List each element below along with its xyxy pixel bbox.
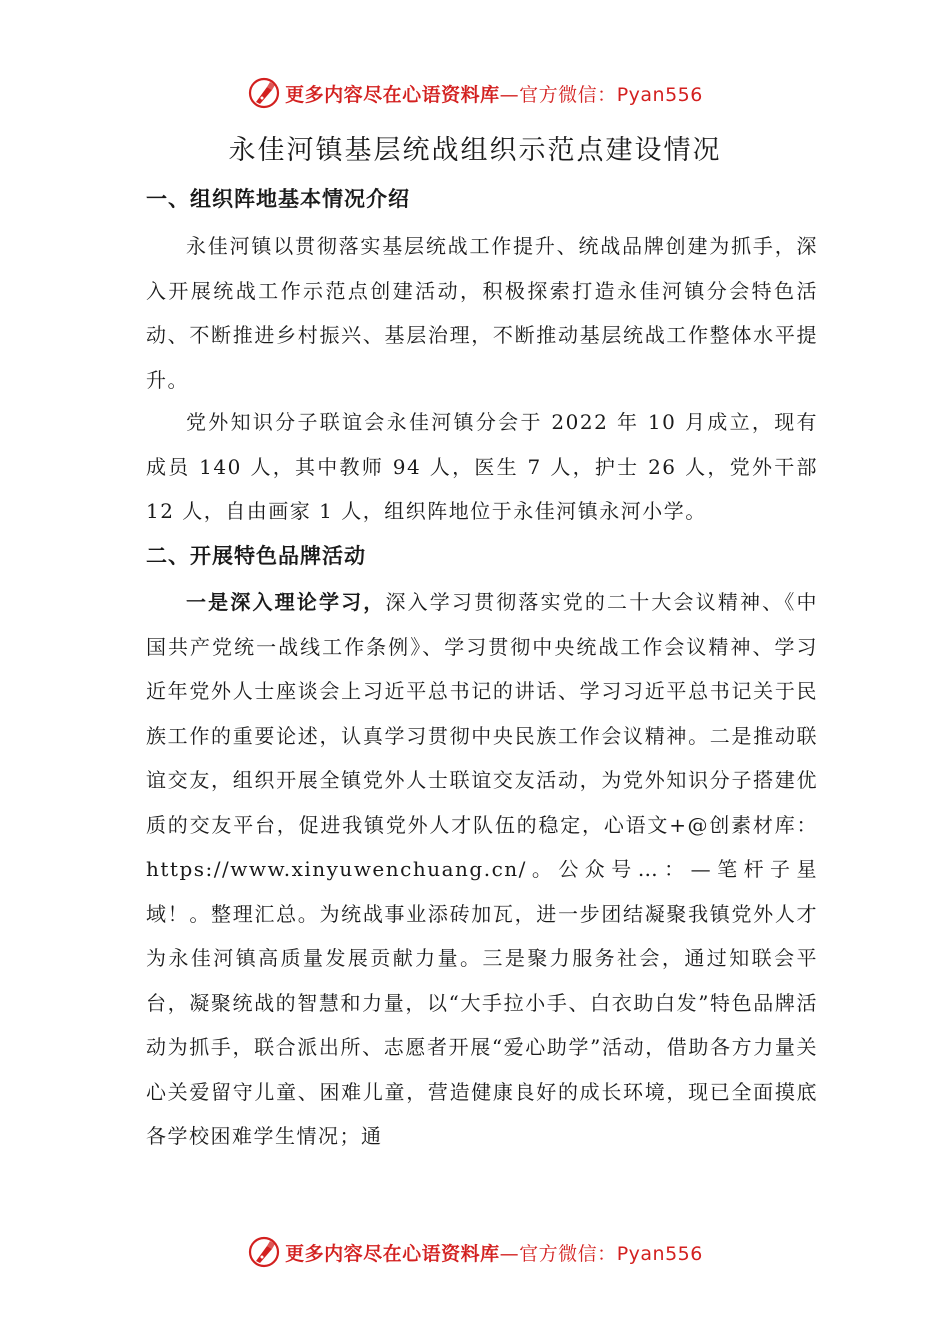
- section-heading-1: 一、组织阵地基本情况介绍: [146, 187, 410, 211]
- section2-paragraph-1: [146, 580, 818, 1159]
- banner-brand: 更多内容尽在心语资料库: [285, 83, 500, 106]
- paragraph-lead: 一是深入理论学习，: [186, 590, 386, 614]
- page-title: 永佳河镇基层统战组织示范点建设情况: [228, 135, 722, 166]
- footer-banner: [0, 1232, 950, 1272]
- paragraph-body: 深入学习贯彻落实党的二十大会议精神、《中国共产党统一战线工作条例》、学习贯彻中央统战工作会议精神、学习近年党外人士座谈会上习近平总书记的讲话、学习习近平总书记关于民族工作的重要论述，认真学习贯彻中央民族工作会议精神。二是推动联谊交友，组织开展全镇党外人士联谊交友活动，为党外知识分子搭建优质的交友平台，促进我镇党外人才队伍的稳定，心语文+@创素材库：https://www.xinyuwenchuang.cn/。公众号…：—笔杆子星域！。整理汇总。为统战事业添砖加瓦，进一步团结凝聚我镇党外人才为永佳河镇高质量发展贡献力量。三是聚力服务社会，通过知联会平台，凝聚统战的智慧和力量，以“大手拉小手、白衣助白发”特色品牌活动为抓手，联合派出所、志愿者开展“爱心助学”活动，借助各方力量关心关爱留守儿童、困难儿童，营造健康良好的成长环境，现已全面摸底各学校困难学生情况；通: [146, 590, 819, 1148]
- pen-nib-logo-icon: [247, 76, 281, 110]
- banner-official: 官方微信：: [519, 83, 617, 106]
- pen-nib-logo-icon: [247, 1235, 281, 1269]
- banner-dash: —: [499, 83, 520, 106]
- banner-wechat-id: Pyan556: [616, 83, 703, 106]
- header-banner: [0, 73, 950, 113]
- section1-paragraph-2: 党外知识分子联谊会永佳河镇分会于 2022 年 10 月成立，现有成员 140 人，其中教师 94 人，医生 7 人，护士 26 人，党外干部 12 人，自由画家 1 人，组织阵地位于永佳河镇永河小学。: [146, 410, 818, 523]
- banner-wechat-id: Pyan556: [616, 1242, 703, 1265]
- banner-brand: 更多内容尽在心语资料库: [285, 1242, 500, 1265]
- banner-official: 官方微信：: [519, 1242, 617, 1265]
- section-heading-2: 二、开展特色品牌活动: [146, 544, 366, 568]
- banner-text: [285, 80, 703, 107]
- banner-dash: —: [499, 1242, 520, 1265]
- section1-paragraph-1: 永佳河镇以贯彻落实基层统战工作提升、统战品牌创建为抓手，深入开展统战工作示范点创建活动，积极探索打造永佳河镇分会特色活动、不断推进乡村振兴、基层治理，不断推动基层统战工作整体水平提升。: [146, 234, 818, 392]
- banner-text: [285, 1239, 703, 1266]
